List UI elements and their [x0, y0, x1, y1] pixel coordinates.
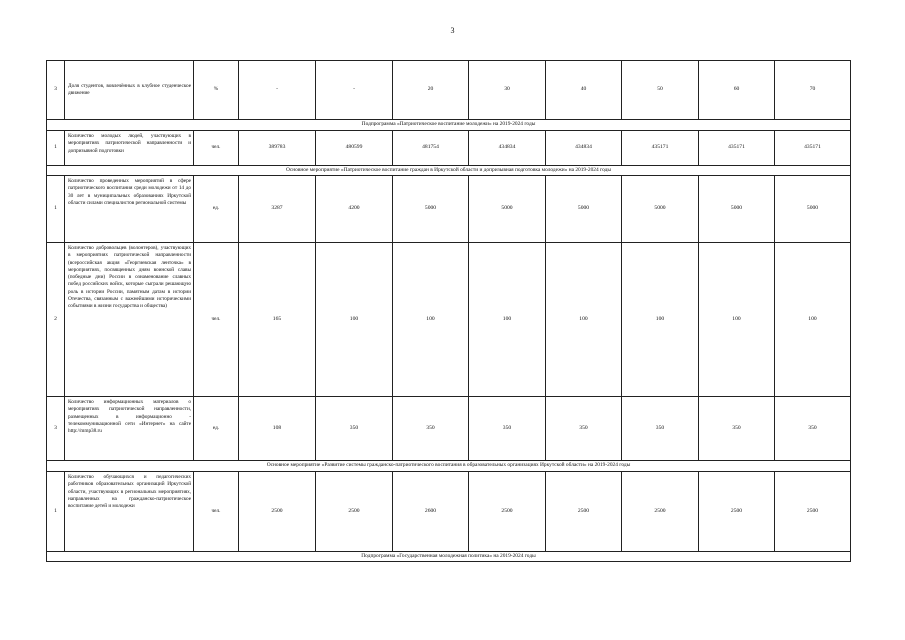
value-cell: 20	[393, 61, 469, 120]
indicator-name: Количество проведенных мероприятий в сфере патриотического воспитания среди молодежи от 14 до 30 лет в муниципальных образованиях Иркутской области силами специалистов региональной системы	[65, 176, 194, 243]
indicator-name: Доля студентов, вовлечённых в клубное студенческое движение	[65, 61, 194, 120]
row-number: 3	[47, 61, 65, 120]
value-cell: 350	[393, 397, 469, 461]
unit: чел.	[194, 243, 239, 397]
indicator-row	[47, 176, 851, 243]
value-cell: 5000	[775, 176, 851, 243]
value-cell: 2500	[699, 472, 775, 552]
value-cell: 3287	[239, 176, 316, 243]
value-cell: 70	[775, 61, 851, 120]
section-header: Подпрограмма «Государственная молодежная политика» на 2019-2024 годы	[47, 552, 851, 562]
unit: чел.	[194, 472, 239, 552]
value-cell: 108	[239, 397, 316, 461]
value-cell: -	[239, 61, 316, 120]
row-number: 1	[47, 472, 65, 552]
section-header: Основное мероприятие «Развитие системы гражданско-патриотического воспитания в образовательных организациях Иркутской области» на 2019-2024 годы	[47, 461, 851, 472]
indicator-row	[47, 472, 851, 552]
value-cell: 434834	[469, 131, 546, 166]
unit: ед.	[194, 176, 239, 243]
section-header-row	[47, 552, 851, 562]
value-cell: 389783	[239, 131, 316, 166]
value-cell: 435171	[699, 131, 775, 166]
value-cell: 5000	[699, 176, 775, 243]
indicator-name: Количество молодых людей, участвующих в мероприятиях патриотической направленности и допризывной подготовки	[65, 131, 194, 166]
value-cell: 100	[699, 243, 775, 397]
page-number: 3	[450, 26, 455, 35]
value-cell: -	[316, 61, 393, 120]
value-cell: 100	[775, 243, 851, 397]
indicator-table-container	[46, 60, 850, 562]
value-cell: 40	[546, 61, 622, 120]
indicator-row	[47, 397, 851, 461]
value-cell: 100	[393, 243, 469, 397]
section-header-row	[47, 166, 851, 176]
value-cell: 60	[699, 61, 775, 120]
indicator-name: Количество информационных материалов о мероприятиях патриотической направленности, размещенных в информационно - телекоммуникационной сети «Интернет» на сайте http://mmp38.ru	[65, 397, 194, 461]
value-cell: 100	[622, 243, 699, 397]
value-cell: 165	[239, 243, 316, 397]
value-cell: 5000	[393, 176, 469, 243]
value-cell: 100	[316, 243, 393, 397]
value-cell: 350	[316, 397, 393, 461]
value-cell: 2500	[316, 472, 393, 552]
section-header: Основное мероприятие «Патриотическое воспитание граждан в Иркутской области и допризывная подготовка молодежи» на 2019-2024 годы	[47, 166, 851, 176]
value-cell: 5000	[622, 176, 699, 243]
value-cell: 5000	[469, 176, 546, 243]
unit: ед.	[194, 397, 239, 461]
section-header: Подпрограмма «Патриотическое воспитание молодежи» на 2019-2024 годы	[47, 120, 851, 131]
value-cell: 481754	[393, 131, 469, 166]
indicator-row	[47, 61, 851, 120]
value-cell: 2500	[239, 472, 316, 552]
value-cell: 350	[699, 397, 775, 461]
value-cell: 2500	[469, 472, 546, 552]
value-cell: 5000	[546, 176, 622, 243]
value-cell: 2600	[393, 472, 469, 552]
value-cell: 30	[469, 61, 546, 120]
value-cell: 2500	[546, 472, 622, 552]
value-cell: 4200	[316, 176, 393, 243]
unit: %	[194, 61, 239, 120]
unit: чел.	[194, 131, 239, 166]
value-cell: 100	[546, 243, 622, 397]
value-cell: 2500	[775, 472, 851, 552]
value-cell: 350	[622, 397, 699, 461]
row-number: 1	[47, 131, 65, 166]
value-cell: 435171	[622, 131, 699, 166]
value-cell: 434834	[546, 131, 622, 166]
value-cell: 50	[622, 61, 699, 120]
value-cell: 480599	[316, 131, 393, 166]
section-header-row	[47, 120, 851, 131]
indicator-table	[46, 60, 851, 562]
value-cell: 435171	[775, 131, 851, 166]
value-cell: 350	[546, 397, 622, 461]
row-number: 1	[47, 176, 65, 243]
indicator-row	[47, 131, 851, 166]
value-cell: 350	[775, 397, 851, 461]
indicator-name: Количество добровольцев (волонтеров), участвующих в мероприятиях патриотической направленности (всероссийская акция «Георгиевская ленточка» в мероприятиях, посвященных дням воинской славы (победные дни) России в ознаменование славных побед российских войск, которые сыграли решающую роль в истории России, памятным датам в истории Отечества, связанным с важнейшими историческими событиями в жизни государства и общества)	[65, 243, 194, 397]
indicator-row	[47, 243, 851, 397]
row-number: 2	[47, 243, 65, 397]
indicator-name: Количество обучающихся и педагогических работников образовательных организаций Иркутской области, участвующих в региональных мероприятиях, направленных на гражданско-патриотическое воспитание детей и молодежи	[65, 472, 194, 552]
section-header-row	[47, 461, 851, 472]
row-number: 3	[47, 397, 65, 461]
value-cell: 350	[469, 397, 546, 461]
value-cell: 2500	[622, 472, 699, 552]
value-cell: 100	[469, 243, 546, 397]
